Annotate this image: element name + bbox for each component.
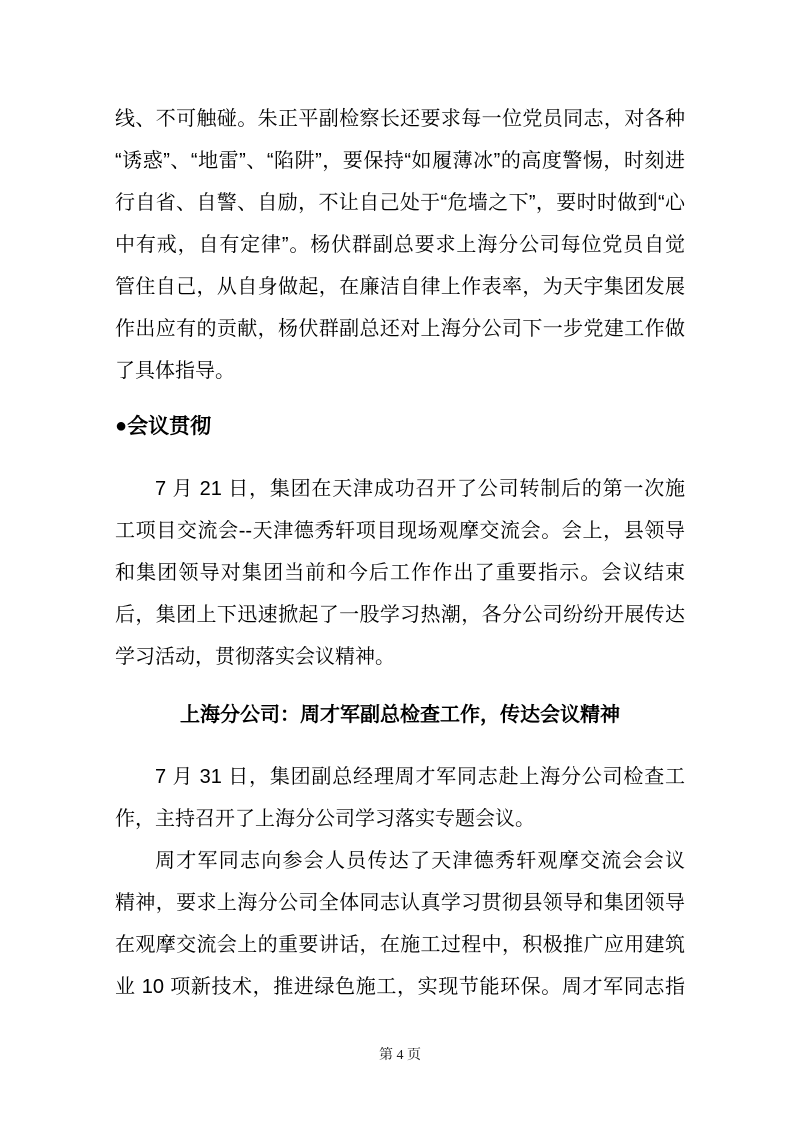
subsection-heading: 上海分公司：周才军副总检查工作，传达会议精神 [180, 704, 620, 726]
text-line: 7 月 31 日，集团副总经理周才军同志赴上海分公司检查工 [155, 766, 685, 788]
paragraph-inspection [115, 756, 685, 840]
text-line: 作，主持召开了上海分公司学习落实专题会议。 [115, 808, 535, 830]
section-heading [115, 405, 685, 447]
document-body [115, 98, 685, 1008]
text-line: 后，集团上下迅速掀起了一股学习热潮，各分公司纷纷开展传达 [115, 604, 685, 626]
page-number: 第 4 页 [379, 1048, 421, 1063]
text-line: 工项目交流会--天津德秀轩项目现场观摩交流会。会上，县领导 [115, 520, 685, 542]
paragraph-spirit-relay [115, 840, 685, 1008]
section-heading-label: 会议贯彻 [127, 415, 212, 438]
paragraph-continuation [115, 98, 685, 392]
text-line: “诱惑”、“地雷”、“陷阱”，要保持“如履薄冰”的高度警惕，时刻进 [115, 150, 685, 172]
text-line: 在观摩交流会上的重要讲话，在施工过程中，积极推广应用建筑 [115, 934, 685, 956]
text-line: 学习活动，贯彻落实会议精神。 [115, 646, 395, 668]
text-line: 线、不可触碰。朱正平副检察长还要求每一位党员同志，对各种 [115, 108, 685, 130]
text-line: 行自省、自警、自励，不让自己处于“危墙之下”，要时时做到“心 [115, 192, 685, 214]
text-line: 业 10 项新技术，推进绿色施工，实现节能环保。周才军同志指 [115, 976, 685, 998]
text-line: 7 月 21 日，集团在天津成功召开了公司转制后的第一次施 [155, 478, 685, 500]
text-line: 管住自己，从自身做起，在廉洁自律上作表率，为天宇集团发展 [115, 276, 685, 298]
text-line: 中有戒，自有定律”。杨伏群副总要求上海分公司每位党员自觉 [115, 234, 685, 256]
text-line: 作出应有的贡献，杨伏群副总还对上海分公司下一步党建工作做 [115, 318, 685, 340]
bullet-icon: ● [115, 415, 128, 437]
text-line: 和集团领导对集团当前和今后工作作出了重要指示。会议结束 [115, 562, 685, 584]
text-line: 周才军同志向参会人员传达了天津德秀轩观摩交流会会议 [155, 850, 685, 872]
text-line: 精神，要求上海分公司全体同志认真学习贯彻县领导和集团领导 [115, 892, 685, 914]
text-line: 了具体指导。 [115, 360, 235, 382]
paragraph-meeting-summary [115, 468, 685, 678]
